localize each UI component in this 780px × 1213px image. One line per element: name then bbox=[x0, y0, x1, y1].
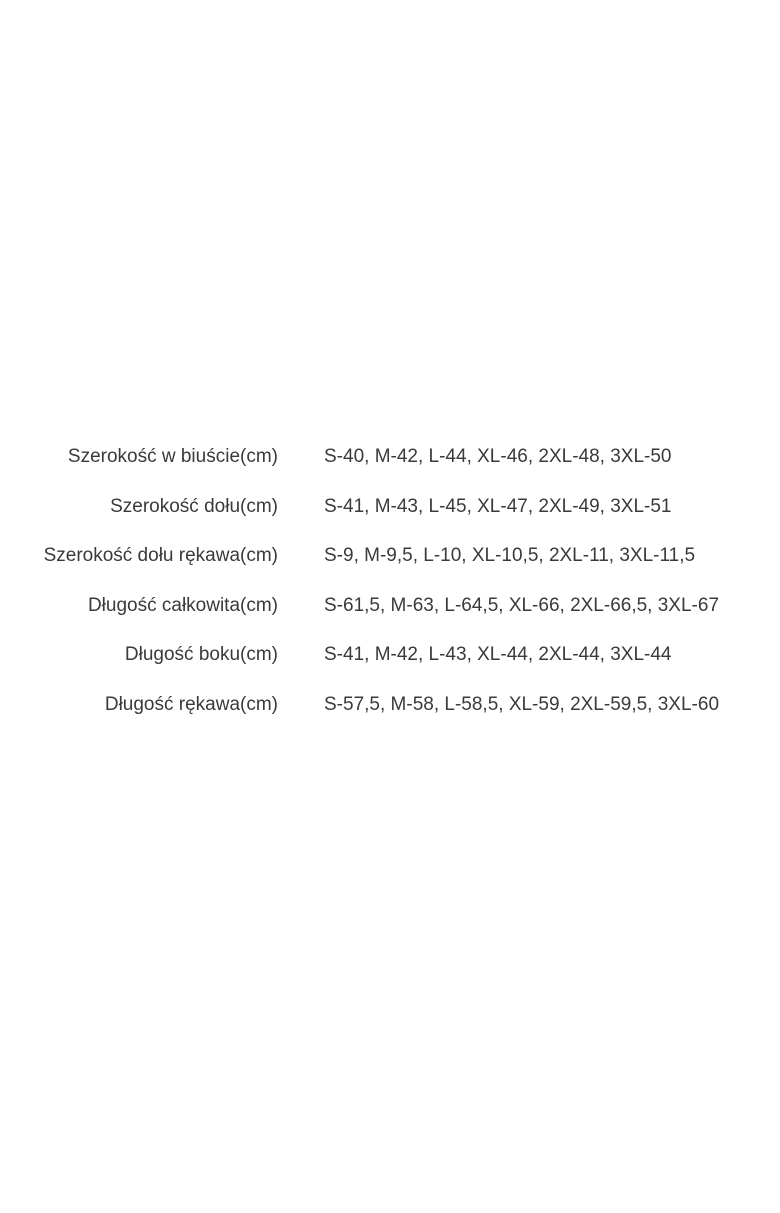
table-row bbox=[0, 482, 780, 532]
row-label: Szerokość dołu(cm) bbox=[110, 495, 278, 517]
row-label: Szerokość dołu rękawa(cm) bbox=[43, 545, 278, 567]
table-row bbox=[0, 581, 780, 631]
row-value: S-41, M-42, L-43, XL-44, 2XL-44, 3XL-44 bbox=[324, 644, 672, 666]
row-label: Długość boku(cm) bbox=[124, 644, 278, 666]
table-row bbox=[0, 531, 780, 581]
row-value: S-9, M-9,5, L-10, XL-10,5, 2XL-11, 3XL-11,5 bbox=[324, 545, 696, 567]
size-table bbox=[0, 432, 780, 730]
table-row bbox=[0, 680, 780, 730]
row-label: Szerokość w biuście(cm) bbox=[67, 446, 278, 467]
row-label: Długość rękawa(cm) bbox=[104, 693, 278, 715]
row-label: Długość całkowita(cm) bbox=[87, 594, 278, 616]
row-value: S-61,5, M-63, L-64,5, XL-66, 2XL-66,5, 3XL-67 bbox=[324, 594, 720, 616]
table-row bbox=[0, 630, 780, 680]
table-row bbox=[0, 432, 780, 482]
row-value: S-41, M-43, L-45, XL-47, 2XL-49, 3XL-51 bbox=[324, 495, 672, 517]
row-value: S-57,5, M-58, L-58,5, XL-59, 2XL-59,5, 3XL-60 bbox=[324, 693, 720, 715]
row-value: S-40, M-42, L-44, XL-46, 2XL-48, 3XL-50 bbox=[324, 446, 672, 467]
